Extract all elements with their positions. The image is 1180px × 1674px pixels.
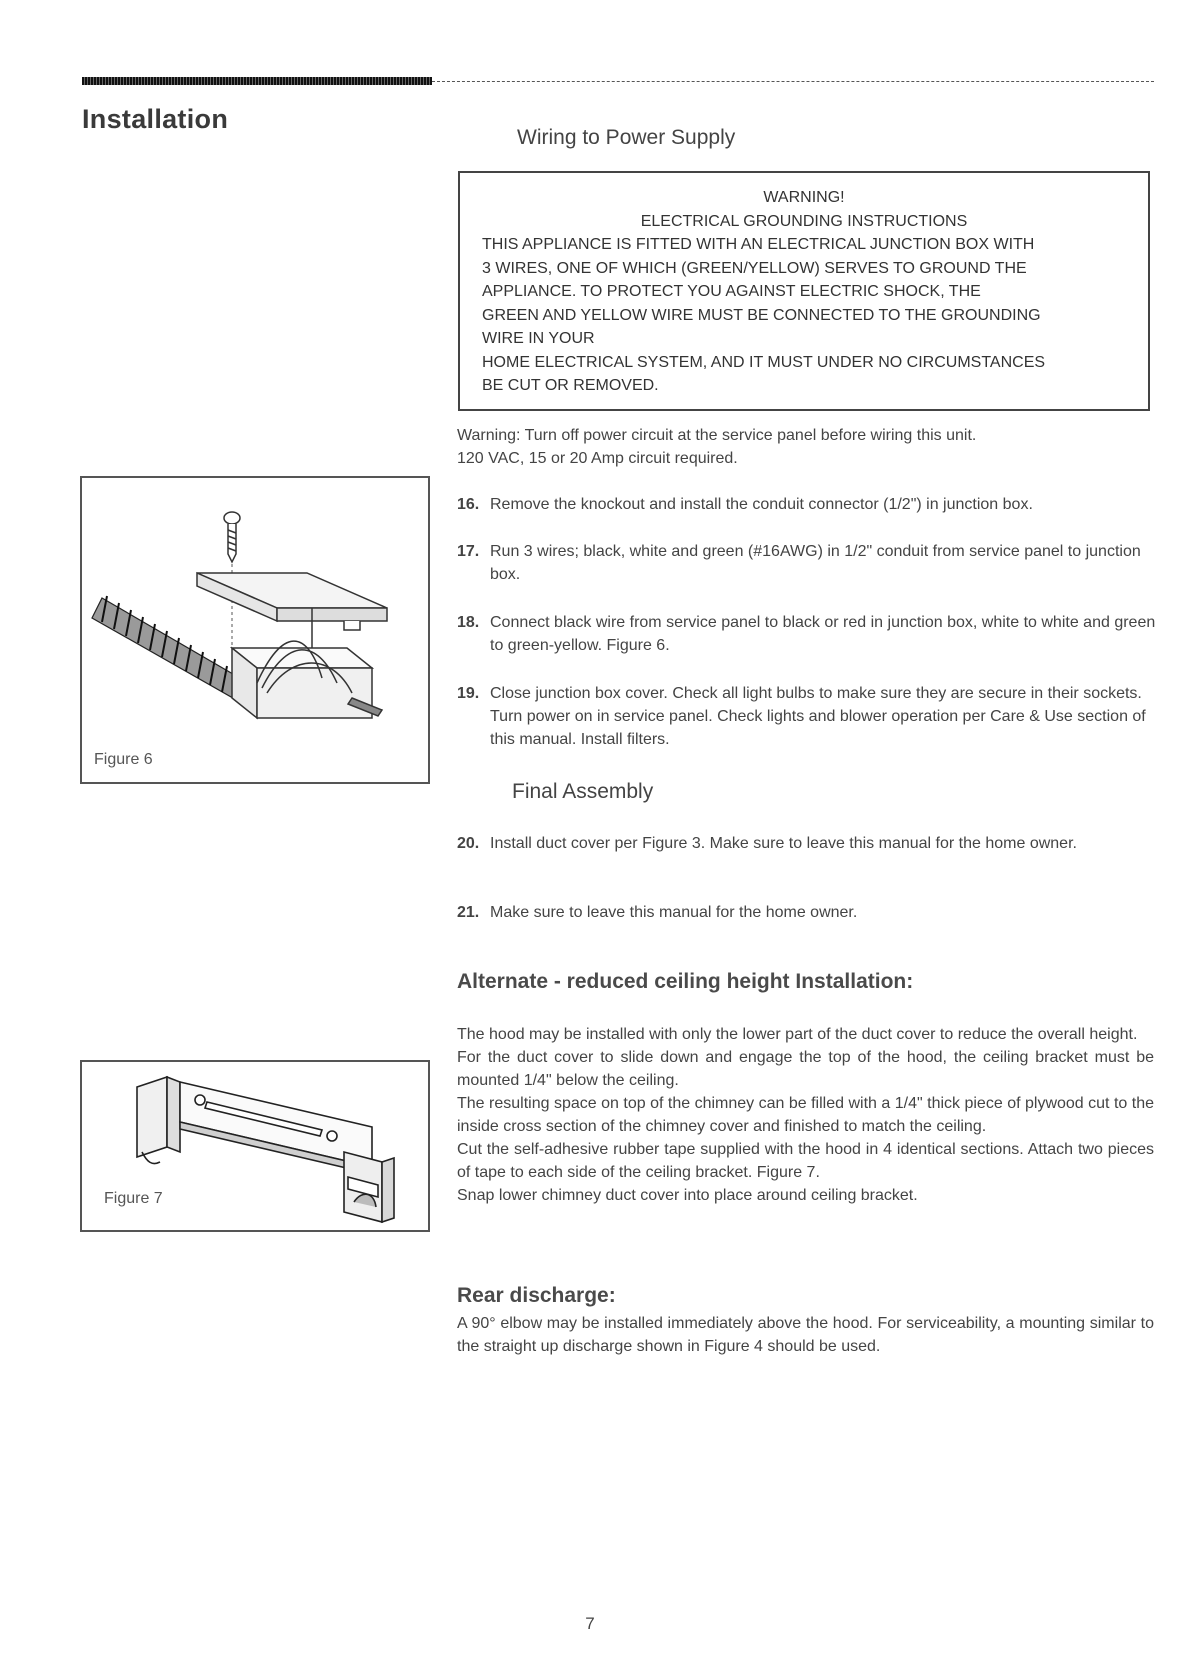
warning-line: APPLIANCE. TO PROTECT YOU AGAINST ELECTRIC SHOCK, THE xyxy=(482,283,981,300)
alternate-paragraph: The hood may be installed with only the lower part of the duct cover to reduce the overall height. xyxy=(457,1026,1138,1043)
warning-line: HOME ELECTRICAL SYSTEM, AND IT MUST UNDER NO CIRCUMSTANCES xyxy=(482,353,1046,371)
alternate-body xyxy=(457,1023,1154,1207)
step-number: 16. xyxy=(457,496,480,513)
junction-box-illustration xyxy=(82,478,428,782)
step-text: Run 3 wires; black, white and green (#16AWG) in 1/2" conduit from service panel to junction box. xyxy=(490,543,1141,583)
warning-line: GREEN AND YELLOW WIRE MUST BE CONNECTED TO THE GROUNDING xyxy=(482,306,1041,324)
figure-7-label: Figure 7 xyxy=(104,1190,163,1207)
figure-6-label: Figure 6 xyxy=(94,751,153,768)
power-notice xyxy=(457,424,1157,470)
warning-box xyxy=(458,171,1150,411)
ceiling-bracket-icon xyxy=(137,1077,394,1222)
figure-6 xyxy=(80,476,430,784)
step-number: 18. xyxy=(457,614,480,631)
warning-line: BE CUT OR REMOVED. xyxy=(482,377,659,394)
header-rule-dashed xyxy=(432,81,1154,82)
box-cover-icon xyxy=(197,573,387,630)
page-title: Installation xyxy=(82,104,229,134)
warning-subtitle: ELECTRICAL GROUNDING INSTRUCTIONS xyxy=(640,212,968,230)
warning-line: 3 WIRES, ONE OF WHICH (GREEN/YELLOW) SERVES TO GROUND THE xyxy=(482,259,1027,277)
step-number: 20. xyxy=(457,835,480,852)
step-17 xyxy=(457,540,1157,586)
alternate-paragraph: Cut the self-adhesive rubber tape supplied with the hood in 4 identical sections. Attach two pieces of tape to each side of the ceiling bracket. Figure 7. xyxy=(457,1141,1154,1181)
step-20 xyxy=(457,832,1157,855)
alternate-paragraph: For the duct cover to slide down and engage the top of the hood, the ceiling bracket must be mounted 1/4" below the ceiling. xyxy=(457,1049,1154,1089)
alternate-paragraph: The resulting space on top of the chimney can be filled with a 1/4" thick piece of plywood cut to the inside cross section of the chimney cover and finished to match the ceiling. xyxy=(457,1095,1154,1135)
step-text: Make sure to leave this manual for the home owner. xyxy=(490,904,858,921)
header-rule-dark xyxy=(82,77,432,85)
step-18 xyxy=(457,611,1157,657)
rear-text: A 90° elbow may be installed immediately above the hood. For serviceability, a mounting similar to the straight up discharge shown in Figure 4 should be used. xyxy=(457,1315,1154,1355)
step-number: 19. xyxy=(457,685,480,702)
notice-line: 120 VAC, 15 or 20 Amp circuit required. xyxy=(457,450,738,467)
figure-7 xyxy=(80,1060,430,1232)
step-number: 21. xyxy=(457,904,480,921)
screw-icon xyxy=(224,512,240,562)
page-number: 7 xyxy=(585,1614,595,1633)
alternate-heading: Alternate - reduced ceiling height Installation: xyxy=(457,970,914,993)
junction-box-icon xyxy=(232,648,372,718)
step-text: Remove the knockout and install the conduit connector (1/2") in junction box. xyxy=(490,496,1033,513)
alternate-paragraph: Snap lower chimney duct cover into place around ceiling bracket. xyxy=(457,1187,918,1204)
step-text: Connect black wire from service panel to black or red in junction box, white to white and green to green-yellow. Figure 6. xyxy=(490,614,1156,654)
final-assembly-heading: Final Assembly xyxy=(512,780,654,803)
warning-line: WIRE IN YOUR xyxy=(482,330,595,347)
rear-heading: Rear discharge: xyxy=(457,1284,616,1307)
notice-line: Warning: Turn off power circuit at the service panel before wiring this unit. xyxy=(457,427,977,444)
step-text: Close junction box cover. Check all light bulbs to make sure they are secure in their sockets. Turn power on in service panel. Check lights and blower operation per Care & Use section of this manual. Install filters. xyxy=(490,685,1146,748)
step-number: 17. xyxy=(457,543,480,560)
step-text: Install duct cover per Figure 3. Make sure to leave this manual for the home owner. xyxy=(490,835,1077,852)
warning-title: WARNING! xyxy=(763,189,845,206)
warning-line: THIS APPLIANCE IS FITTED WITH AN ELECTRICAL JUNCTION BOX WITH xyxy=(482,236,1035,253)
step-16 xyxy=(457,493,1157,516)
step-21 xyxy=(457,901,1157,924)
step-19 xyxy=(457,682,1157,751)
wiring-heading: Wiring to Power Supply xyxy=(517,126,736,149)
